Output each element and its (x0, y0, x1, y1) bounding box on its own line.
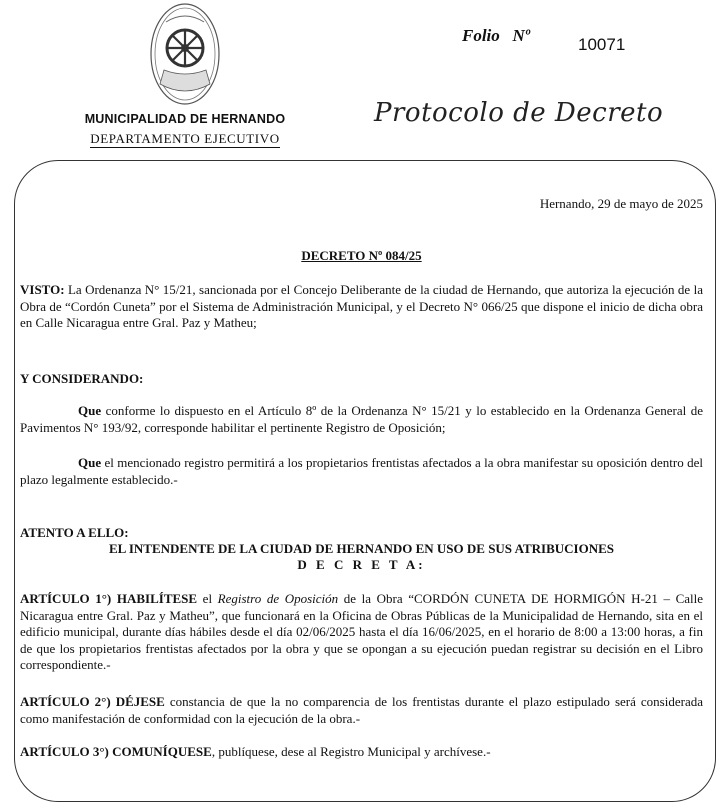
considerando-paragraph-1 (20, 403, 703, 436)
municipality-name: MUNICIPALIDAD DE HERNANDO (84, 112, 286, 126)
considerando-text: conforme lo dispuesto en el Artículo 8º de la Ordenanza N° 15/21 y lo establecido en la Ordenanza General de Pavimentos N° 193/92, corresponde habilitar el pertinente Registro de Oposición; (20, 403, 703, 435)
visto-label: VISTO: (20, 282, 65, 297)
intendente-heading: EL INTENDENTE DE LA CIUDAD DE HERNANDO EN USO DE SUS ATRIBUCIONES (108, 541, 615, 556)
article-2 (20, 694, 703, 727)
article-1 (20, 591, 703, 674)
considerando-lead: Que (78, 403, 102, 418)
article-3 (20, 744, 703, 761)
atento-heading: ATENTO A ELLO: (20, 525, 129, 540)
visto-paragraph (20, 282, 703, 332)
considerando-heading: Y CONSIDERANDO: (20, 371, 144, 386)
considerando-paragraph-2 (20, 455, 703, 488)
visto-text: La Ordenanza N° 15/21, sancionada por el Concejo Deliberante de la ciudad de Hernando, que autoriza la ejecución de la Obra de “Cordón Cuneta” por el Sistema de Administración Municipal, y el Decreto N° 066/25 que dispone el inicio de dicha obra en Calle Nicaragua entre Gral. Paz y Matheu; (20, 282, 703, 330)
article-text-pre: el (197, 591, 218, 606)
considerando-text: el mencionado registro permitirá a los propietarios frentistas afectados a la obra manifestar su oposición dentro del plazo legalmente establecido.- (20, 455, 703, 487)
considerando-lead: Que (78, 455, 102, 470)
article-text: , publíquese, dese al Registro Municipal y archívese.- (211, 744, 491, 759)
folio-label: Folio Nº (462, 26, 530, 45)
article-label: ARTÍCULO 1°) HABILÍTESE (20, 591, 198, 606)
article-text: constancia de que la no comparencia de los frentistas durante el plazo estipulado será considerada como manifestación de conformidad con la ejecución de la obra.- (20, 694, 703, 726)
decreta-heading: D E C R E T A: (297, 557, 426, 572)
article-label: ARTÍCULO 2°) DÉJESE (20, 694, 165, 709)
document-date: Hernando, 29 de mayo de 2025 (539, 196, 703, 211)
article-italic: Registro de Oposición (217, 591, 339, 606)
protocol-title: Protocolo de Decreto (374, 98, 664, 128)
article-label: ARTÍCULO 3°) COMUNÍQUESE (20, 744, 212, 759)
decree-title: DECRETO Nº 084/25 (301, 248, 422, 263)
article-text: de la Obra “CORDÓN CUNETA DE HORMIGÓN H-21 – Calle Nicaragua entre Gral. Paz y Matheu”, que funcionará en la Oficina de Obras Públicas de la Municipalidad de Hernando, sita en el edificio municipal, durante días hábiles desde el día 02/06/2025 hasta el día 16/06/2025, en el horario de 8:00 a 13:00 horas, a fin de que los propietarios frentistas afectados por la obra y que se opongan a su ejecución puedan registrar su decisión en el Libro correspondiente.- (20, 591, 703, 672)
department-name: DEPARTAMENTO EJECUTIVO (90, 131, 280, 146)
folio-number: 10071 (578, 35, 626, 54)
municipal-seal-icon (146, 0, 224, 108)
